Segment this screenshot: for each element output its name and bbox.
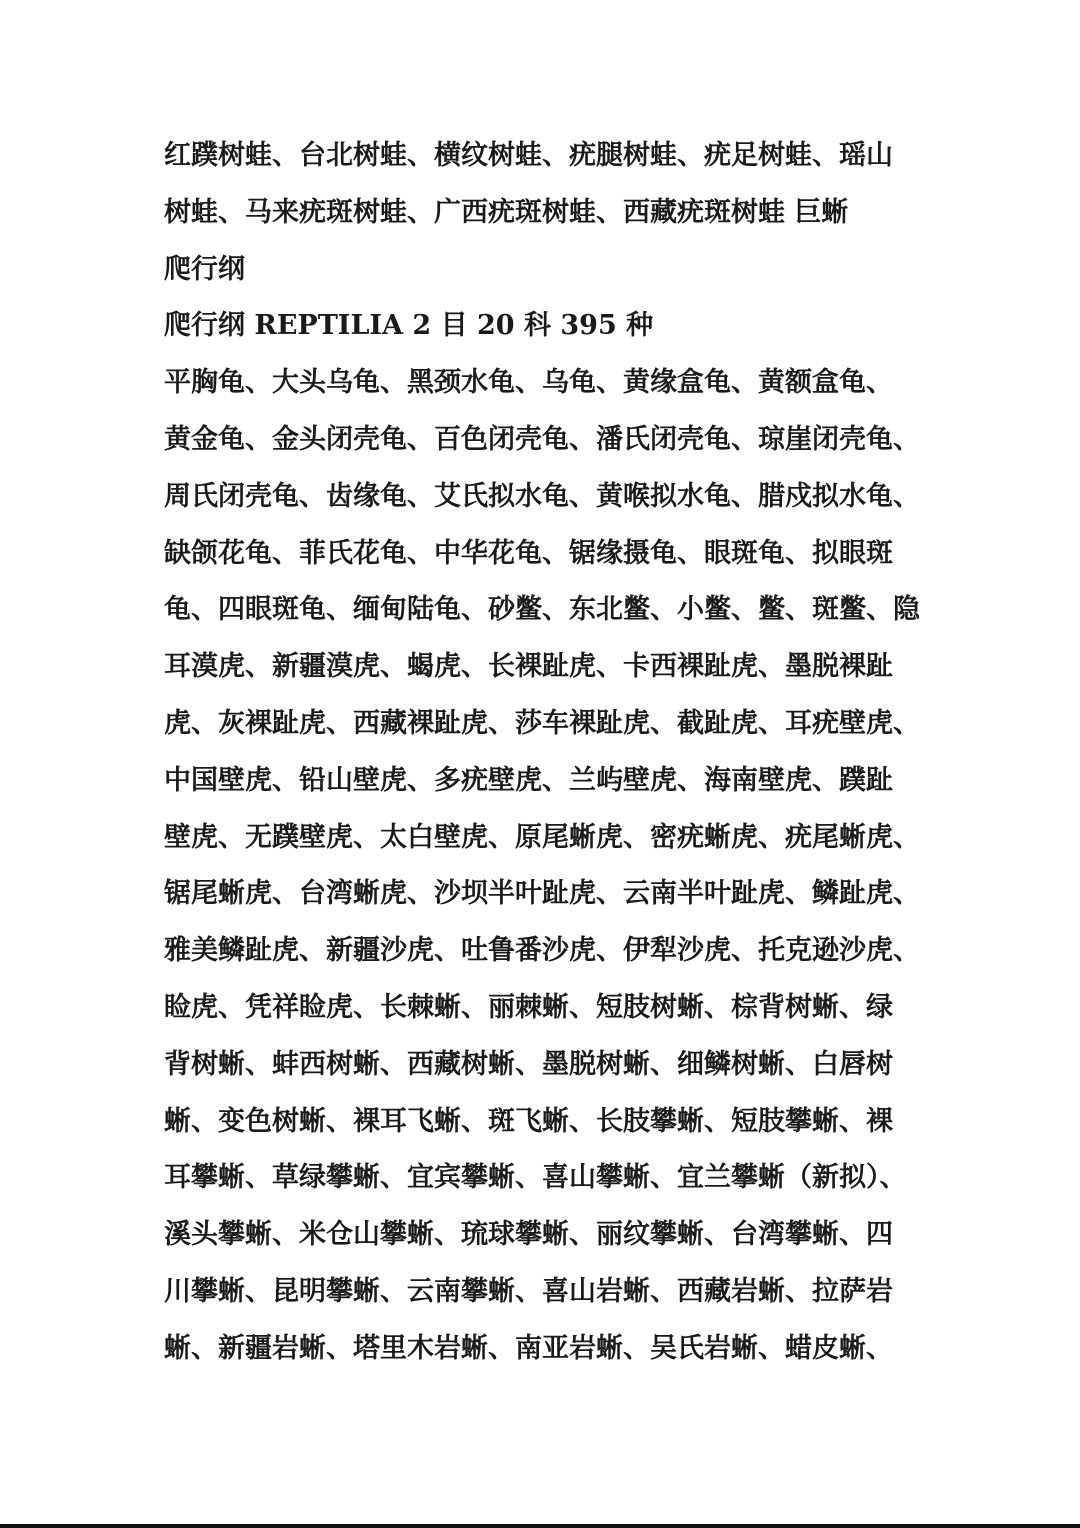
text-line: 平胸龟、大头乌龟、黑颈水龟、乌龟、黄缘盒龟、黄额盒龟、 xyxy=(164,367,893,399)
text-line: 蜥、变色树蜥、裸耳飞蜥、斑飞蜥、长肢攀蜥、短肢攀蜥、裸 xyxy=(164,1105,893,1137)
text-line: 蜥、新疆岩蜥、塔里木岩蜥、南亚岩蜥、吴氏岩蜥、蜡皮蜥、 xyxy=(164,1332,893,1364)
text-line: 周氏闭壳龟、齿缘龟、艾氏拟水龟、黄喉拟水龟、腊戍拟水龟、 xyxy=(164,480,920,512)
text-line: 锯尾蜥虎、台湾蜥虎、沙坝半叶趾虎、云南半叶趾虎、鳞趾虎、 xyxy=(164,878,920,910)
text-line: 龟、四眼斑龟、缅甸陆龟、砂鳖、东北鳖、小鳖、鳖、斑鳖、隐 xyxy=(164,594,920,626)
text-line: 耳攀蜥、草绿攀蜥、宜宾攀蜥、喜山攀蜥、宜兰攀蜥（新拟）、 xyxy=(164,1162,907,1194)
text-line: 缺颌花龟、菲氏花龟、中华花龟、锯缘摄龟、眼斑龟、拟眼斑 xyxy=(164,537,893,569)
class-summary: 爬行纲 REPTILIA 2 目 20 科 395 种 xyxy=(164,310,654,342)
text-line: 壁虎、无蹼壁虎、太白壁虎、原尾蜥虎、密疣蜥虎、疣尾蜥虎、 xyxy=(164,821,920,853)
document-body xyxy=(164,128,954,1378)
text-line: 背树蜥、蚌西树蜥、西藏树蜥、墨脱树蜥、细鳞树蜥、白唇树 xyxy=(164,1048,893,1080)
text-line: 中国壁虎、铅山壁虎、多疣壁虎、兰屿壁虎、海南壁虎、蹼趾 xyxy=(164,764,893,796)
text-line: 睑虎、凭祥睑虎、长棘蜥、丽棘蜥、短肢树蜥、棕背树蜥、绿 xyxy=(164,991,893,1023)
text-line: 耳漠虎、新疆漠虎、蝎虎、长裸趾虎、卡西裸趾虎、墨脱裸趾 xyxy=(164,651,893,683)
text-line: 溪头攀蜥、米仓山攀蜥、琉球攀蜥、丽纹攀蜥、台湾攀蜥、四 xyxy=(164,1219,893,1251)
section-heading: 爬行纲 xyxy=(164,253,245,285)
text-line: 川攀蜥、昆明攀蜥、云南攀蜥、喜山岩蜥、西藏岩蜥、拉萨岩 xyxy=(164,1275,893,1307)
text-line: 黄金龟、金头闭壳龟、百色闭壳龟、潘氏闭壳龟、琼崖闭壳龟、 xyxy=(164,423,920,455)
text-line: 红蹼树蛙、台北树蛙、横纹树蛙、疣腿树蛙、疣足树蛙、瑶山 xyxy=(164,140,893,171)
text-line: 树蛙、马来疣斑树蛙、广西疣斑树蛙、西藏疣斑树蛙 巨蜥 xyxy=(164,196,849,228)
page-bottom-border xyxy=(0,1524,1080,1528)
text-line: 虎、灰裸趾虎、西藏裸趾虎、莎车裸趾虎、截趾虎、耳疣壁虎、 xyxy=(164,707,920,739)
text-line: 雅美鳞趾虎、新疆沙虎、吐鲁番沙虎、伊犁沙虎、托克逊沙虎、 xyxy=(164,935,920,967)
